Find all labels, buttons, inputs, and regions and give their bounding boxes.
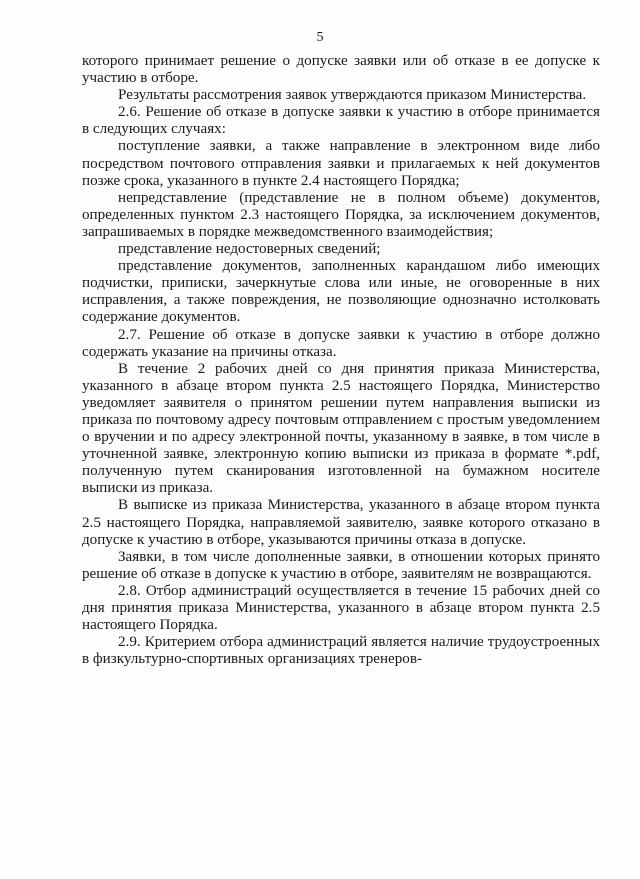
paragraph-pencil-documents: представление документов, заполненных карандашом либо имеющих подчистки, приписки, зачеркнутые слова или иные, не оговоренные в них исправления, а также повреждения, не позволяющие однозначно истолковать содержание документов. [82, 258, 600, 326]
document-body [82, 53, 600, 668]
paragraph-2-8: 2.8. Отбор администраций осуществляется в течение 15 рабочих дней со дня принятия приказа Министерства, указанного в абзаце втором пункта 2.5 настоящего Порядка. [82, 582, 600, 634]
paragraph-false-information: представление недостоверных сведений; [118, 241, 381, 258]
paragraph-2-6: 2.6. Решение об отказе в допуске заявки к участию в отборе принимается в следующих случаях: [82, 104, 600, 138]
paragraph-late-submission: поступление заявки, а также направление в электронном виде либо посредством почтового отправления заявки и прилагаемых к ней документов позже срока, указанного в пункте 2.4 настоящего Порядка; [82, 138, 600, 189]
paragraph-not-returned: Заявки, в том числе дополненные заявки, в отношении которых принято решение об отказе в допуске к участию в отборе, заявителям не возвращаются. [82, 548, 600, 582]
paragraph-extract-reasons: В выписке из приказа Министерства, указанного в абзаце втором пункта 2.5 настоящего Порядка, направляемой заявителю, заявке которого отказано в допуске к участию в отборе, указываются причины отказа в допуске. [82, 497, 600, 548]
paragraph-notification: В течение 2 рабочих дней со дня принятия приказа Министерства, указанного в абзаце втором пункта 2.5 настоящего Порядка, Министерство уведомляет заявителя о принятом решении путем направления выписки из приказа по почтовому адресу почтовым отправлением с простым уведомлением о вручении и по адресу электронной почты, указанному в заявке, в том числе в уточненной заявке, электронную копию выписки из приказа в формате *.pdf, полученную путем сканирования изготовленной на бумажном носителе выписки из приказа. [82, 360, 600, 497]
paragraph-2-9: 2.9. Критерием отбора администраций является наличие трудоустроенных в физкультурно-спортивных организациях тренеров- [82, 634, 600, 668]
paragraph-2-7: 2.7. Решение об отказе в допуске заявки к участию в отборе должно содержать указание на причины отказа. [82, 326, 600, 360]
paragraph-missing-documents: непредставление (представление не в полном объеме) документов, определенных пунктом 2.3 настоящего Порядка, за исключением документов, запрашиваемых в порядке межведомственного взаимодействия; [82, 189, 600, 240]
paragraph-results: Результаты рассмотрения заявок утверждаются приказом Министерства. [118, 87, 587, 104]
paragraph-continuation: которого принимает решение о допуске заявки или об отказе в ее допуске к участию в отборе. [82, 53, 600, 87]
page-number: 5 [316, 30, 324, 45]
